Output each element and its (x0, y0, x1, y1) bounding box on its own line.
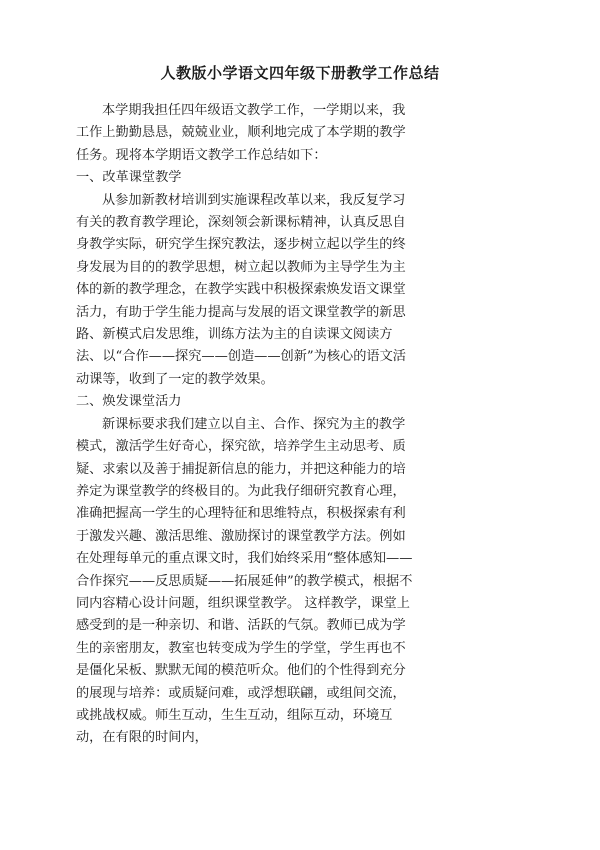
section-1-heading: 一、改革课堂教学 (76, 170, 182, 186)
section-1-paragraph: 从参加新教材培训到实施课程改革以来，我反复学习有关的教育教学理论，深刻领会新课标精神，认真反思自身教学实际，研究学生探究教法，逐步树立起以学生的终身发展为目的的教学思想，树立起以教师为主导学生为主体的新的教学理念，在教学实践中积极探索焕发语文课堂活力，有助于学生能力提高与发展的语文课堂教学的新思路、新模式启发思维，训练方法为主的自读课文阅读方法、以“合作——探究——创造——创新”为核心的语文活动课等，收到了一定的教学效果。 (76, 192, 406, 387)
intro-paragraph: 本学期我担任四年级语文教学工作，一学期以来，我工作上勤勤恳恳，兢兢业业，顺利地完成了本学期的教学任务。现将本学期语文教学工作总结如下： (76, 103, 406, 163)
document-title: 人教版小学语文四年级下册教学工作总结 (160, 64, 440, 82)
section-2-paragraph: 新课标要求我们建立以自主、合作、探究为主的教学模式，激活学生好奇心，探究欲，培养学生主动思考、质疑、求索以及善于捕捉新信息的能力，并把这种能力的培养定为课堂教学的终极目的。为此我仔细研究教育心理，准确把握高一学生的心理特征和思维特点，积极探索有利于激发兴趣、激活思维、激励探讨的课堂教学方法。例如在处理每单元的重点课文时，我们始终采用“整体感知——合作探究——反思质疑——拓展延伸”的教学模式，根据不同内容精心设计问题，组织课堂教学。 这样教学，课堂上感受到的是一种亲切、和谐、活跃的气氛。教师已成为学生的亲密朋友，教室也转变成为学生的学堂，学生再也不是僵化呆板、默默无闻的模范听众。他们的个性得到充分的展现与培养：或质疑问难，或浮想联翩，或组间交流，或挑战权威。师生互动，生生互动，组际互动，环境互动，在有限的时间内， (76, 416, 413, 746)
document-body (76, 100, 418, 750)
section-2-heading: 二、焕发课堂活力 (76, 394, 182, 410)
